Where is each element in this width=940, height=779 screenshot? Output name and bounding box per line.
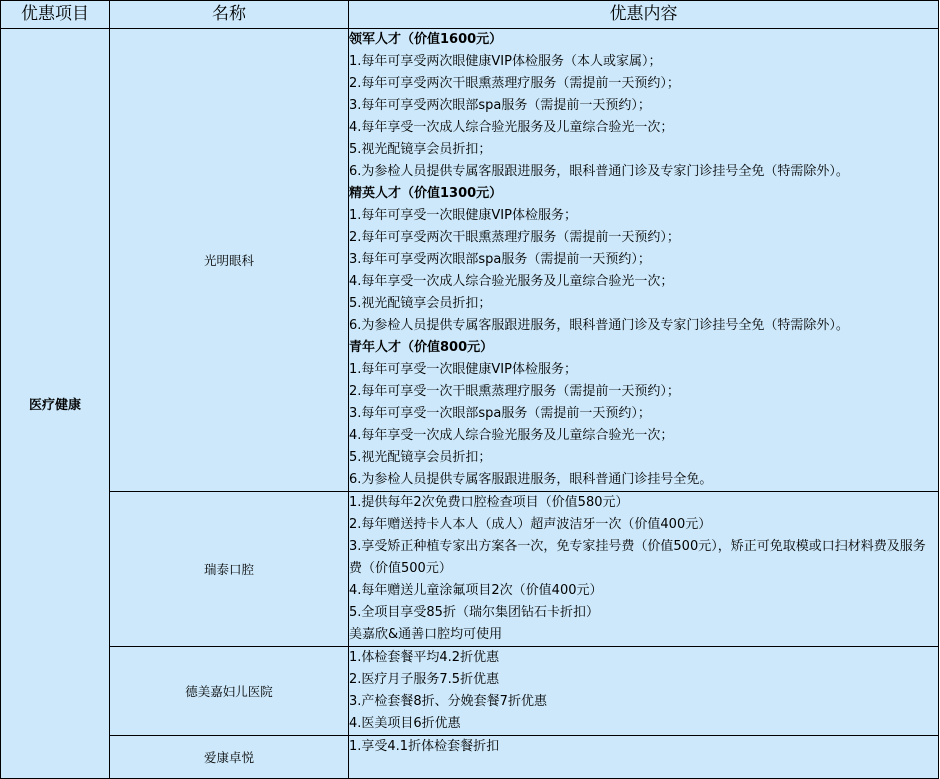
benefit-line: 1.提供每年2次免费口腔检查项目（价值580元） bbox=[349, 495, 629, 510]
tier-heading: 领军人才（价值1600元） bbox=[349, 32, 503, 47]
benefit-line: 4.每年享受一次成人综合验光服务及儿童综合验光一次； bbox=[349, 428, 674, 443]
benefit-line: 2.医疗月子服务7.5折优惠 bbox=[349, 672, 500, 687]
benefit-line: 3.产检套餐8折、分娩套餐7折优惠 bbox=[349, 694, 547, 709]
benefit-line: 3.享受矫正种植专家出方案各一次，免专家挂号费（价值500元），矫正可免取模或口扫材料费及服务费（价值500元） bbox=[349, 539, 926, 576]
benefit-line: 美嘉欣&通善口腔均可使用 bbox=[349, 627, 503, 642]
benefit-line: 5.视光配镜享会员折扣； bbox=[349, 450, 492, 465]
provider-name-cell[interactable]: 光明眼科 bbox=[110, 29, 349, 492]
provider-name-cell[interactable]: 瑞泰口腔 bbox=[110, 492, 349, 647]
header-category[interactable]: 优惠项目 bbox=[1, 1, 110, 29]
provider-content-cell[interactable] bbox=[349, 736, 939, 779]
benefit-line: 5.视光配镜享会员折扣； bbox=[349, 296, 492, 311]
benefit-line: 2.每年可享受两次干眼熏蒸理疗服务（需提前一天预约）； bbox=[349, 76, 680, 91]
tier-heading: 精英人才（价值1300元） bbox=[349, 186, 503, 201]
benefit-line: 1.每年可享受一次眼健康VIP体检服务； bbox=[349, 208, 577, 223]
benefit-line: 5.全项目享受85折（瑞尔集团钻石卡折扣） bbox=[349, 605, 599, 620]
table-row bbox=[1, 492, 939, 647]
header-row bbox=[1, 1, 939, 29]
benefit-line: 6.为参检人员提供专属客服跟进服务，眼科普通门诊及专家门诊挂号全免（特需除外）。 bbox=[349, 164, 849, 179]
benefit-line: 4.医美项目6折优惠 bbox=[349, 716, 461, 731]
benefit-line: 3.每年可享受两次眼部spa服务（需提前一天预约）； bbox=[349, 252, 651, 267]
benefit-line: 1.享受4.1折体检套餐折扣 bbox=[349, 739, 500, 754]
provider-name-cell[interactable]: 爱康卓悦 bbox=[110, 736, 349, 779]
table-row bbox=[1, 29, 939, 492]
benefit-line: 3.每年可享受一次眼部spa服务（需提前一天预约）； bbox=[349, 406, 651, 421]
benefit-line: 4.每年享受一次成人综合验光服务及儿童综合验光一次； bbox=[349, 274, 674, 289]
benefit-line: 2.每年可享受两次干眼熏蒸理疗服务（需提前一天预约）； bbox=[349, 230, 680, 245]
benefit-line: 4.每年享受一次成人综合验光服务及儿童综合验光一次； bbox=[349, 120, 674, 135]
benefit-line: 3.每年可享受两次眼部spa服务（需提前一天预约）； bbox=[349, 98, 651, 113]
benefit-line: 2.每年可享受一次干眼熏蒸理疗服务（需提前一天预约）； bbox=[349, 384, 680, 399]
benefit-line: 6.为参检人员提供专属客服跟进服务，眼科普通门诊挂号全免。 bbox=[349, 472, 713, 487]
provider-name-cell[interactable]: 德美嘉妇儿医院 bbox=[110, 647, 349, 736]
provider-content-cell[interactable] bbox=[349, 29, 939, 492]
benefit-line: 4.每年赠送儿童涂氟项目2次（价值400元） bbox=[349, 583, 603, 598]
category-cell[interactable]: 医疗健康 bbox=[1, 29, 110, 779]
tier-heading: 青年人才（价值800元） bbox=[349, 340, 494, 355]
benefit-line: 1.体检套餐平均4.2折优惠 bbox=[349, 650, 500, 665]
table-row bbox=[1, 736, 939, 779]
benefit-line: 6.为参检人员提供专属客服跟进服务，眼科普通门诊及专家门诊挂号全免（特需除外）。 bbox=[349, 318, 849, 333]
benefit-line: 1.每年可享受两次眼健康VIP体检服务（本人或家属）； bbox=[349, 54, 662, 69]
provider-content-cell[interactable] bbox=[349, 492, 939, 647]
table-row bbox=[1, 647, 939, 736]
header-name[interactable]: 名称 bbox=[110, 1, 349, 29]
header-content[interactable]: 优惠内容 bbox=[349, 1, 939, 29]
benefit-line: 1.每年可享受一次眼健康VIP体检服务； bbox=[349, 362, 577, 377]
benefit-line: 2.每年赠送持卡人本人（成人）超声波洁牙一次（价值400元） bbox=[349, 517, 712, 532]
provider-content-cell[interactable] bbox=[349, 647, 939, 736]
benefit-line: 5.视光配镜享会员折扣； bbox=[349, 142, 492, 157]
